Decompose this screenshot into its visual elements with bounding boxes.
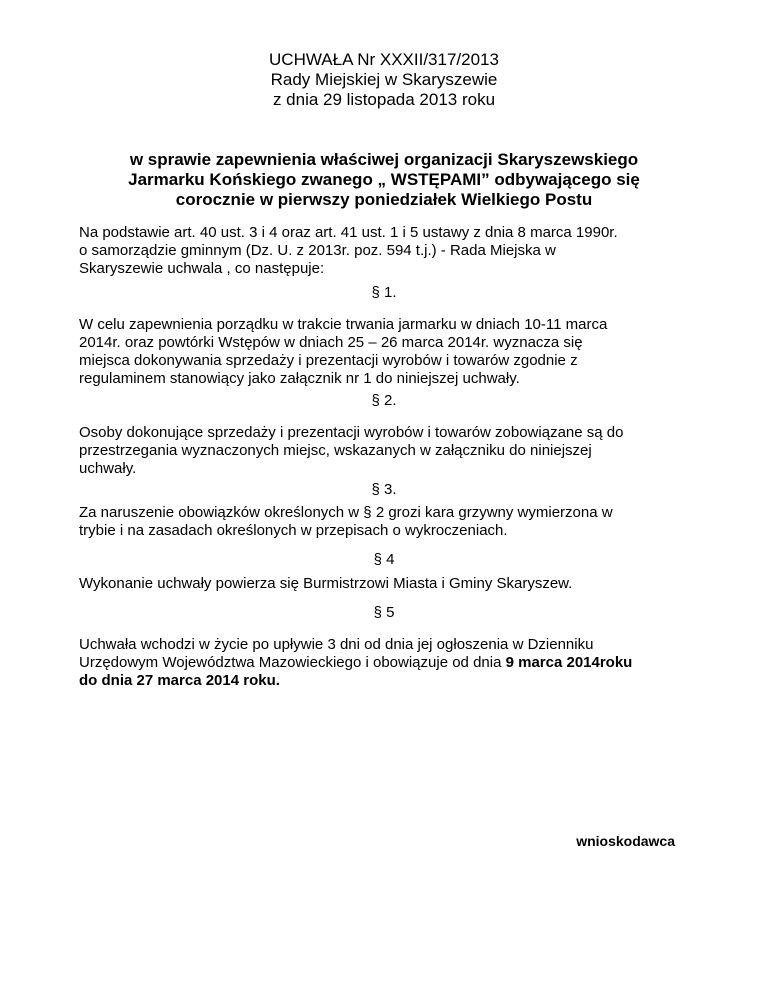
section-1-line-3: miejsca dokonywania sprzedaży i prezentacji wyrobów i towarów zgodnie z <box>79 352 578 369</box>
section-2-line-2: przestrzegania wyznaczonych miejsc, wskazanych w załączniku do niniejszej <box>79 442 592 459</box>
section-2-line-1: Osoby dokonujące sprzedaży i prezentacji wyrobów i towarów zobowiązane są do <box>79 424 624 441</box>
preamble <box>79 224 699 278</box>
section-1-line-1: W celu zapewnienia porządku w trakcie trwania jarmarku w dniach 10-11 marca <box>79 316 608 333</box>
preamble-line-3: Skaryszewie uchwala , co następuje: <box>79 260 325 277</box>
section-5-line-2-text: Urzędowym Województwa Mazowieckiego i obowiązuje od dnia <box>79 654 506 671</box>
section-1-line-2: 2014r. oraz powtórki Wstępów w dniach 25 – 26 marca 2014r. wyznacza się <box>79 334 583 351</box>
resolution-subject <box>60 150 708 210</box>
subject-line-2: Jarmarku Końskiego zwanego „ WSTĘPAMI” odbywającego się <box>128 170 640 189</box>
section-3-line-1: Za naruszenie obowiązków określonych w § 2 grozi kara grzywny wymierzona w <box>79 504 613 521</box>
resolution-number: UCHWAŁA Nr XXXII/317/2013 <box>269 50 499 69</box>
section-5-body <box>79 636 699 690</box>
section-4-heading: § 4 <box>373 551 395 568</box>
section-2-heading: § 2. <box>371 392 397 409</box>
signature-proposer: wnioskodawca <box>576 833 675 849</box>
preamble-line-2: o samorządzie gminnym (Dz. U. z 2013r. poz. 594 t.j.) - Rada Miejska w <box>79 242 556 259</box>
section-5-heading: § 5 <box>373 604 395 621</box>
section-1-heading: § 1. <box>371 284 397 301</box>
section-5-line-1: Uchwała wchodzi w życie po upływie 3 dni od dnia jej ogłoszenia w Dzienniku <box>79 636 594 653</box>
effective-from-date: 9 marca 2014roku <box>505 654 633 671</box>
section-5-line-2 <box>79 654 699 672</box>
section-1-line-4: regulaminem stanowiący jako załącznik nr 1 do niniejszej uchwały. <box>79 370 520 387</box>
subject-line-1: w sprawie zapewnienia właściwej organizacji Skaryszewskiego <box>129 150 639 169</box>
section-4-body <box>79 575 699 593</box>
preamble-line-1: Na podstawie art. 40 ust. 3 i 4 oraz art. 41 ust. 1 i 5 ustawy z dnia 8 marca 1990r. <box>79 224 618 241</box>
resolution-date: z dnia 29 listopada 2013 roku <box>272 90 496 109</box>
section-1-body <box>79 316 699 388</box>
section-5-line-3 <box>79 672 699 690</box>
section-3-line-2: trybie i na zasadach określonych w przepisach o wykroczeniach. <box>79 522 508 539</box>
section-4-line-1: Wykonanie uchwały powierza się Burmistrzowi Miasta i Gminy Skaryszew. <box>79 575 573 592</box>
section-2-line-3: uchwały. <box>79 460 137 477</box>
resolution-header <box>0 50 768 110</box>
subject-line-3: corocznie w pierwszy poniedziałek Wielkiego Postu <box>175 190 593 209</box>
section-2-body <box>79 424 699 478</box>
section-3-body <box>79 504 699 540</box>
section-3-heading: § 3. <box>371 481 397 498</box>
effective-to-date: do dnia 27 marca 2014 roku. <box>79 672 280 689</box>
council-name: Rady Miejskiej w Skaryszewie <box>270 70 498 89</box>
